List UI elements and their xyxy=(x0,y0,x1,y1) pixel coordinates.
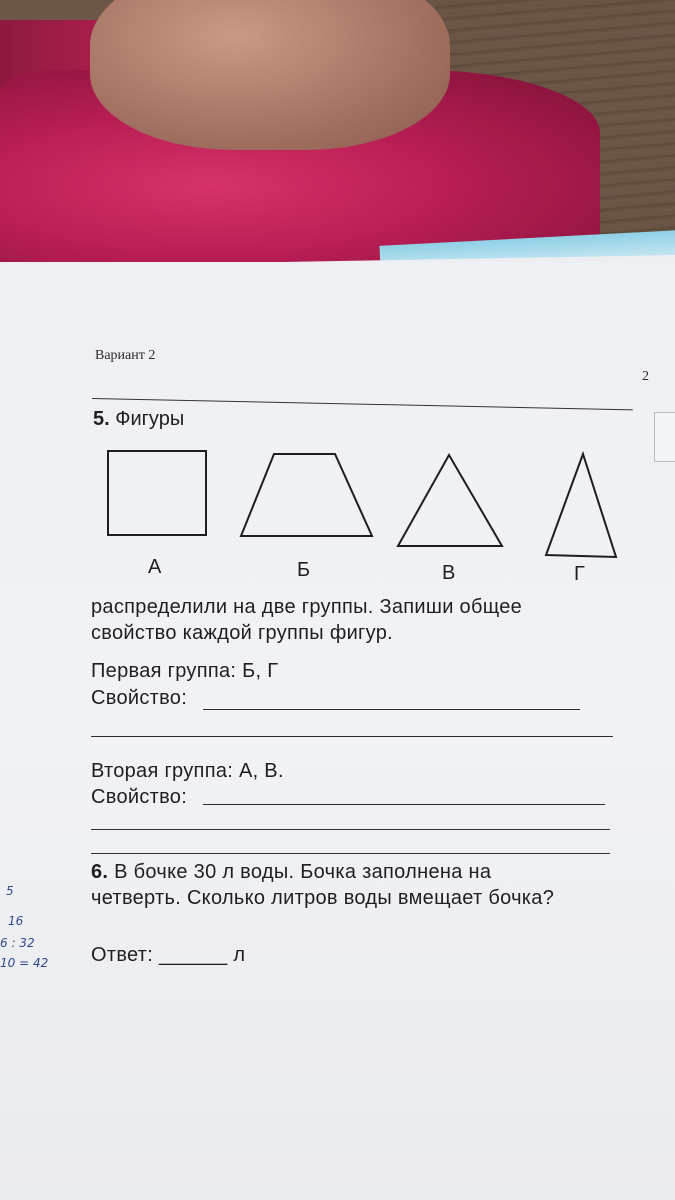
property2-answer-line[interactable] xyxy=(203,804,605,805)
variant-label: Вариант 2 xyxy=(95,348,156,363)
triangle-shape-g xyxy=(546,454,616,557)
trapezoid-shape-b xyxy=(241,454,372,536)
task5-text-line1: распределили на две группы. Запиши общее xyxy=(91,596,523,618)
task6-answer xyxy=(91,944,245,967)
task6-number: 6. xyxy=(91,861,109,883)
task5-title: Фигуры xyxy=(115,408,185,430)
margin-note-1: 5 xyxy=(6,884,14,898)
task5-text-line2: свойство каждой группы фигур. xyxy=(91,622,394,644)
task-divider xyxy=(91,853,610,854)
margin-note-2: 16 xyxy=(8,914,24,928)
answer-blank[interactable]: ______ xyxy=(158,944,228,966)
triangle-shape-v xyxy=(398,455,502,546)
group2-label: Вторая группа: А, В. xyxy=(91,760,284,782)
answer-unit: л xyxy=(233,944,246,966)
group1-label: Первая группа: Б, Г xyxy=(91,660,279,682)
page-number: 2 xyxy=(642,369,649,384)
task5-number: 5. xyxy=(93,408,110,430)
property2-answer-line-2[interactable] xyxy=(91,829,610,830)
answer-label: Ответ: xyxy=(91,944,154,966)
shape-label-a: А xyxy=(148,556,162,578)
margin-note-4: 10 = 42 xyxy=(0,956,49,970)
property1-label: Свойство: xyxy=(91,687,188,709)
task6-line1 xyxy=(91,861,491,884)
shape-label-v: В xyxy=(442,562,456,584)
shape-label-g: Г xyxy=(574,563,585,585)
task6-line2: четверть. Сколько литров воды вмещает бочка? xyxy=(91,887,555,909)
shape-label-b: Б xyxy=(297,559,311,581)
square-shape-a xyxy=(108,451,206,535)
task6-text1: В бочке 30 л воды. Бочка заполнена на xyxy=(114,861,492,883)
margin-note-3: 6 : 32 xyxy=(0,936,35,950)
property1-answer-line[interactable] xyxy=(203,709,580,710)
property1-answer-line-2[interactable] xyxy=(91,736,613,737)
property2-label: Свойство: xyxy=(91,786,188,808)
